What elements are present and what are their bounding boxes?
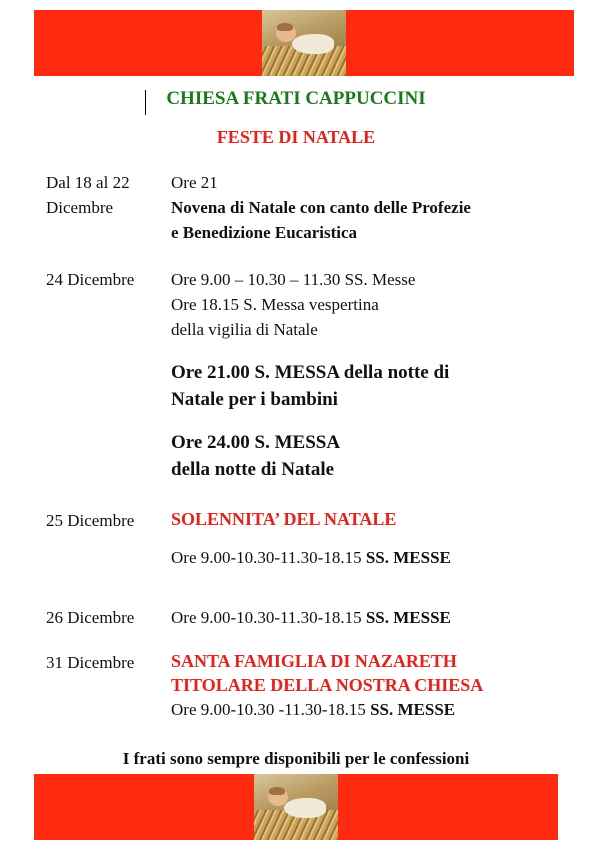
nativity-infant-icon: [262, 10, 346, 76]
dec31-heading1: SANTA FAMIGLIA DI NAZARETH: [171, 651, 457, 671]
top-banner: [34, 10, 574, 76]
dec24-highlight2: Natale per i bambini: [171, 389, 338, 410]
novena-desc-line1: Novena di Natale con canto delle Profezie: [171, 198, 471, 217]
date-novena-line2: Dicembre: [46, 198, 114, 217]
dec24-highlight3: Ore 24.00 S. MESSA: [171, 432, 341, 453]
date-25: 25 Dicembre: [46, 511, 135, 530]
date-31: 31 Dicembre: [46, 653, 135, 672]
date-novena-line1: Dal 18 al 22: [46, 173, 130, 192]
dec26-times: Ore 9.00-10.30-11.30-18.15: [171, 608, 366, 627]
dec25-times-line: [171, 545, 451, 570]
dec31-masses: SS. MESSE: [370, 700, 456, 719]
dec31-times-line: [171, 697, 455, 722]
dec24-line2: Ore 18.15 S. Messa vespertina: [171, 295, 379, 314]
dec24-line3: della vigilia di Natale: [171, 320, 318, 339]
dec26-times-line: [171, 605, 451, 630]
dec25-heading: SOLENNITA’ DEL NATALE: [171, 509, 397, 529]
dec26-masses: SS. MESSE: [365, 608, 451, 627]
dec24-highlight4: della notte di Natale: [171, 459, 335, 480]
dec25-times: Ore 9.00-10.30-11.30-18.15: [171, 548, 366, 567]
dec31-times: Ore 9.00-10.30 -11.30-18.15: [171, 700, 371, 719]
dec24-line1: Ore 9.00 – 10.30 – 11.30 SS. Messe: [171, 270, 416, 289]
page-subtitle: FESTE DI NATALE: [216, 127, 376, 147]
novena-desc-line2: e Benedizione Eucaristica: [171, 223, 358, 242]
dec31-heading2: TITOLARE DELLA NOSTRA CHIESA: [171, 675, 484, 695]
date-26: 26 Dicembre: [46, 608, 135, 627]
bottom-banner: [34, 774, 558, 840]
novena-time: Ore 21: [171, 173, 218, 192]
dec24-highlight1: Ore 21.00 S. MESSA della notte di: [171, 362, 450, 383]
page-title: CHIESA FRATI CAPPUCCINI: [166, 88, 426, 109]
date-24: 24 Dicembre: [46, 270, 135, 289]
confession-note: I frati sono sempre disponibili per le confessioni: [122, 749, 470, 768]
nativity-infant-icon: [254, 774, 338, 840]
dec25-masses: SS. MESSE: [365, 548, 451, 567]
